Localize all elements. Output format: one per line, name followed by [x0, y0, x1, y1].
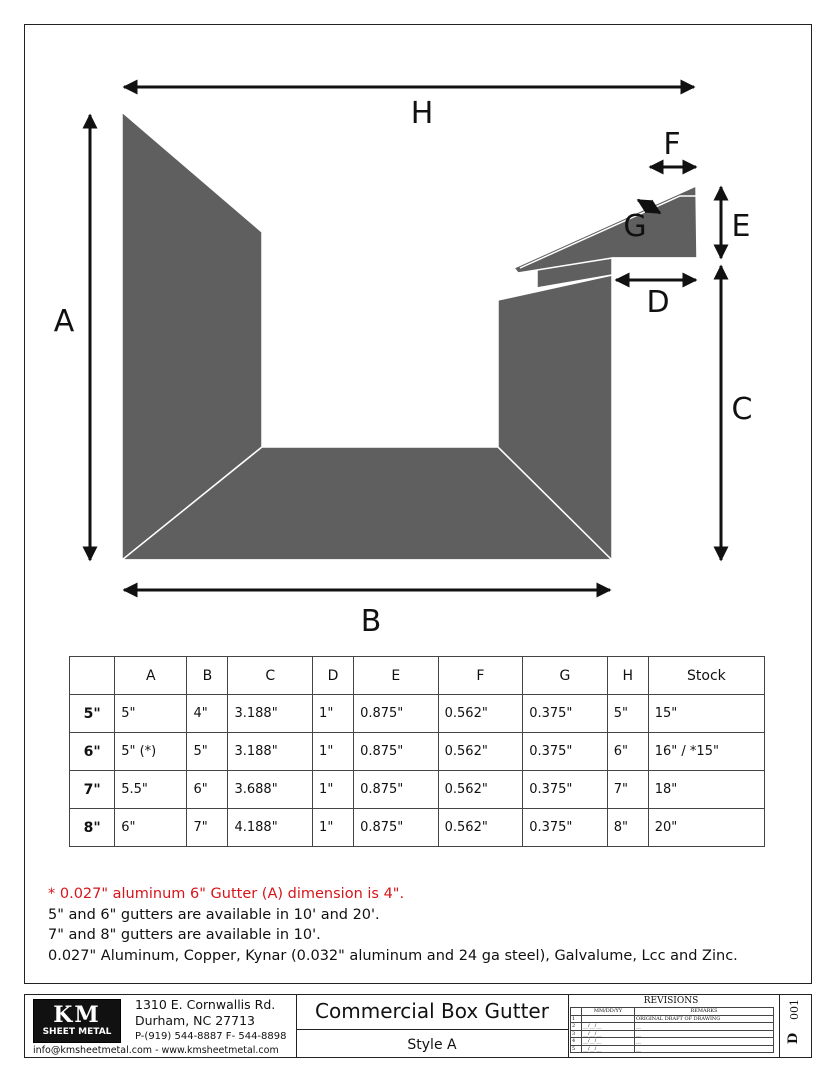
table-cell: 15" — [648, 695, 764, 733]
dim-label-c: C — [731, 392, 753, 427]
dim-label-e: E — [731, 209, 751, 244]
table-cell: 0.375" — [523, 809, 608, 847]
table-header — [70, 657, 115, 695]
table-header: E — [354, 657, 439, 695]
table-row: 3 __/__/__ __ — [571, 1030, 774, 1038]
table-cell: 7" — [607, 771, 648, 809]
table-cell: 8" — [70, 809, 115, 847]
table-cell: 0.375" — [523, 771, 608, 809]
table-row: 4 __/__/__ __ — [571, 1038, 774, 1046]
table-cell: 5" — [607, 695, 648, 733]
dim-label-d: D — [646, 285, 670, 320]
table-row — [70, 771, 765, 809]
table-cell: 4" — [187, 695, 228, 733]
logo-subtext: SHEET METAL — [42, 1027, 112, 1037]
table-header: G — [523, 657, 608, 695]
materials-note: 0.027" Aluminum, Copper, Kynar (0.032" aluminum and 24 ga steel), Galvalume, Lcc and Zinc. — [48, 947, 738, 964]
table-cell: 8" — [607, 809, 648, 847]
table-cell: 0.562" — [438, 809, 523, 847]
sheet-number: 001 — [788, 999, 801, 1020]
table-header-row — [70, 657, 765, 695]
dim-label-a: A — [53, 304, 75, 339]
table-cell: 1" — [313, 809, 354, 847]
address-line-2: Durham, NC 27713 — [135, 1013, 255, 1028]
logo-text: KM — [53, 1002, 101, 1028]
table-cell: 1" — [313, 695, 354, 733]
table-header: F — [438, 657, 523, 695]
table-cell: 5" (*) — [115, 733, 187, 771]
dimension-table — [69, 656, 765, 847]
dim-label-f: F — [663, 127, 681, 162]
address-line-1: 1310 E. Cornwallis Rd. — [135, 997, 276, 1012]
table-row — [70, 809, 765, 847]
table-cell: 6" — [187, 771, 228, 809]
table-cell: 0.875" — [354, 771, 439, 809]
warning-note: * 0.027" aluminum 6" Gutter (A) dimension is 4". — [48, 886, 405, 902]
gutter-profile — [122, 112, 697, 560]
revisions-table — [570, 1007, 774, 1053]
table-header: Stock — [648, 657, 764, 695]
phone-fax: P-(919) 544-8887 F- 544-8898 — [135, 1031, 287, 1042]
table-cell: 16" / *15" — [648, 733, 764, 771]
company-address — [135, 997, 287, 1045]
table-cell: 1" — [313, 771, 354, 809]
divider — [296, 1029, 568, 1030]
table-cell: 5.5" — [115, 771, 187, 809]
table-row — [70, 695, 765, 733]
sheet-number-block — [779, 995, 812, 1057]
table-cell: 4.188" — [228, 809, 313, 847]
sheet-letter: D — [786, 1032, 802, 1045]
table-cell: 5" — [70, 695, 115, 733]
availability-note-1: 5" and 6" gutters are available in 10' and 20'. — [48, 906, 380, 923]
table-row: 2 __/__/__ __ — [571, 1023, 774, 1031]
availability-note-2: 7" and 8" gutters are available in 10'. — [48, 927, 321, 943]
table-cell: 5" — [187, 733, 228, 771]
table-header: A — [115, 657, 187, 695]
table-cell: 0.562" — [438, 733, 523, 771]
table-header: D — [313, 657, 354, 695]
table-row — [70, 733, 765, 771]
table-row: 1 ORIGINAL DRAFT OF DRAWING — [571, 1015, 774, 1023]
table-cell: 5" — [115, 695, 187, 733]
table-cell: 0.562" — [438, 695, 523, 733]
table-cell: 0.875" — [354, 733, 439, 771]
table-cell: 7" — [70, 771, 115, 809]
table-cell: 1" — [313, 733, 354, 771]
dim-label-g: G — [623, 209, 647, 244]
revisions-block — [568, 995, 774, 1057]
table-cell: 3.188" — [228, 733, 313, 771]
table-cell: 3.188" — [228, 695, 313, 733]
table-cell: 6" — [115, 809, 187, 847]
table-row: 5 __/__/__ __ — [571, 1045, 774, 1053]
table-cell: 18" — [648, 771, 764, 809]
rev-date-header: MM/DD/YY — [582, 1008, 635, 1016]
table-cell: 0.875" — [354, 695, 439, 733]
table-cell: 7" — [187, 809, 228, 847]
table-header: H — [607, 657, 648, 695]
email-website: info@kmsheetmetal.com - www.kmsheetmetal.com — [33, 1045, 279, 1056]
table-cell: 0.375" — [523, 695, 608, 733]
notes-block — [48, 884, 738, 966]
table-header: C — [228, 657, 313, 695]
table-cell: 3.688" — [228, 771, 313, 809]
rev-remarks-header: REMARKS — [635, 1008, 774, 1016]
dim-label-b: B — [360, 604, 382, 639]
table-cell: 0.875" — [354, 809, 439, 847]
table-cell: 20" — [648, 809, 764, 847]
revisions-title: REVISIONS — [643, 996, 699, 1006]
title-block — [24, 994, 812, 1058]
company-logo — [33, 999, 121, 1043]
dim-label-h: H — [410, 96, 434, 131]
table-header: B — [187, 657, 228, 695]
drawing-title: Commercial Box Gutter — [315, 999, 549, 1023]
table-cell: 0.375" — [523, 733, 608, 771]
table-cell: 6" — [607, 733, 648, 771]
table-cell: 6" — [70, 733, 115, 771]
drawing-style: Style A — [407, 1037, 457, 1053]
table-cell: 0.562" — [438, 771, 523, 809]
